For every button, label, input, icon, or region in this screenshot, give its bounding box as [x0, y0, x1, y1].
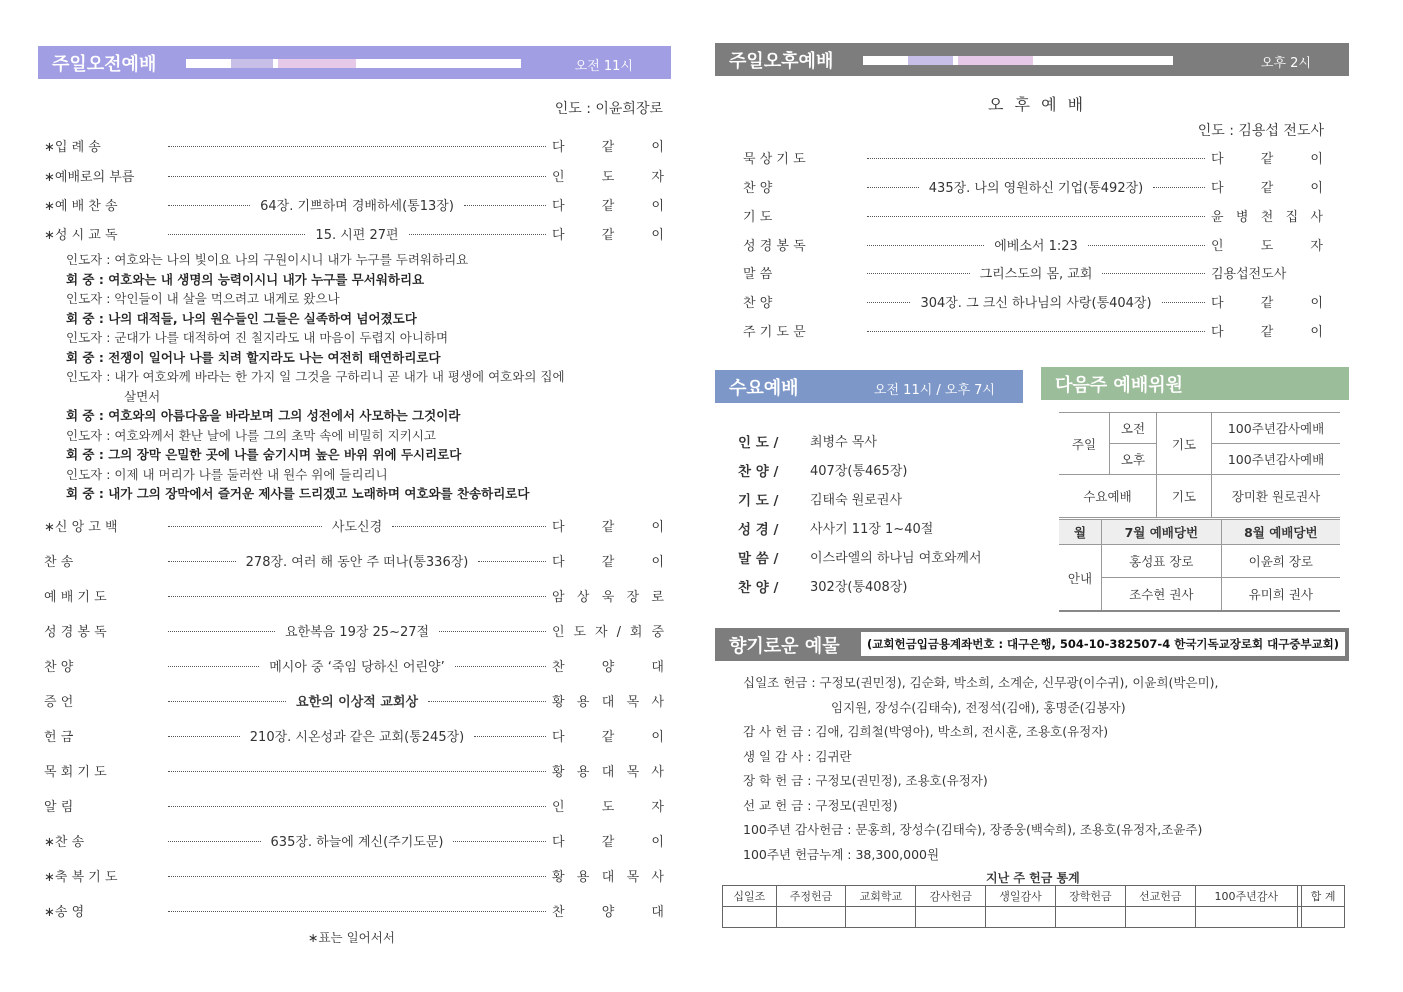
order-row	[44, 620, 664, 640]
jul2: 조수현 권사	[1102, 578, 1222, 612]
order-person: 황 용 대 목 사	[552, 694, 665, 710]
order-label: 알 림	[44, 799, 74, 815]
stats-header-cell: 생일감사	[986, 886, 1056, 907]
order-person: 다 같 이	[552, 554, 665, 570]
offering-line: 생 일 감 사 : 김귀란	[743, 748, 852, 764]
responsive-line: 인도자 : 여호와께서 환난 날에 나를 그의 초막 속에 비밀히 지키시고	[66, 427, 436, 443]
responsive-line: 인도자 : 여호와는 나의 빛이요 나의 구원이시니 내가 누구를 두려워하리요	[66, 252, 469, 267]
responsive-line: 인도자 : 내가 여호와께 바라는 한 가지 일 그것을 구하리니 곧 내가 내 평생에 여호와의 집에	[66, 369, 565, 384]
leader-dots	[439, 631, 546, 632]
banner-strip	[186, 59, 521, 68]
order-detail: 304장. 그 크신 하나님의 사랑(통404장)	[920, 295, 1152, 311]
offering-title: 향기로운 예물	[729, 635, 840, 657]
order-label: 증 언	[44, 694, 74, 710]
stats-title: 지난 주 헌금 통계	[986, 871, 1080, 885]
morning-time: 오전 11시	[574, 59, 633, 74]
guide-cell: 안내	[1059, 545, 1102, 612]
afternoon-title: 주일오후예배	[729, 50, 834, 72]
order-row	[44, 760, 664, 780]
leader-dots	[168, 526, 322, 527]
morning-title: 주일오전예배	[52, 53, 157, 75]
order-person: 다 같 이	[552, 834, 664, 850]
leader-dots	[867, 331, 1205, 332]
offering-line: 선 교 헌 금 : 구정모(권민정)	[743, 797, 898, 813]
order-detail: 요한복음 19장 25~27절	[284, 624, 430, 640]
leader-dots	[474, 736, 546, 737]
leader-dots	[168, 701, 286, 702]
leader-dots	[1153, 187, 1205, 188]
wed-value: 302장(통408장)	[810, 580, 908, 595]
morning-leader: 인도 : 이윤희장로	[554, 101, 663, 117]
order-label: ∗성 시 교 독	[44, 227, 118, 243]
order-label: 주 기 도 문	[743, 324, 806, 340]
order-person: 다 같 이	[552, 519, 665, 535]
leader-dots	[168, 234, 305, 235]
stats-header-cell: 감사헌금	[916, 886, 986, 907]
order-person: 다 같 이	[1211, 151, 1323, 167]
leader-dots	[168, 631, 275, 632]
leader-dots	[867, 302, 910, 303]
wednesday-banner	[715, 370, 1023, 403]
leader-dots	[1162, 302, 1205, 303]
stats-header-cell: 100주년감사	[1195, 886, 1297, 907]
order-detail: 15. 시편 27편	[315, 227, 399, 243]
leader-dots	[1088, 245, 1205, 246]
order-detail: 210장. 시온성과 같은 교회(통245장)	[249, 729, 465, 745]
wednesday-title: 수요예배	[729, 377, 799, 399]
leader-dots	[867, 273, 970, 274]
responsive-line: 살면서	[124, 388, 161, 404]
wed-label: 말 씀 /	[738, 551, 779, 567]
nextweek-table	[1059, 412, 1340, 518]
stats-value-cell	[723, 907, 777, 928]
afternoon-heading: 오 후 예 배	[988, 95, 1087, 114]
wed-label: 인 도 /	[738, 435, 779, 451]
leader-dots	[453, 841, 546, 842]
offering-line: 장 학 헌 금 : 구정모(권민정), 조용호(유정자)	[743, 773, 988, 788]
order-person: 김용섭전도사	[1211, 266, 1287, 282]
stats-header-cell: 교회학교	[846, 886, 916, 907]
order-person: 다 같 이	[552, 227, 664, 243]
leader-dots	[168, 205, 250, 206]
wed-label: 성 경 /	[738, 522, 779, 538]
order-detail: 에베소서 1:23	[994, 238, 1078, 254]
morning-banner	[38, 46, 671, 79]
am-cell: 오전	[1110, 413, 1157, 444]
stats-header-cell: 주정헌금	[776, 886, 846, 907]
responsive-line: 회 중 : 그의 장막 은밀한 곳에 나를 숨기시며 높은 바위 위에 두시리로다	[66, 447, 462, 462]
order-detail: 635장. 하늘에 계신(주기도문)	[270, 834, 444, 850]
leader-dots	[168, 176, 546, 177]
order-label: ∗송 영	[44, 904, 85, 920]
offering-line: 100주년 헌금누계 : 38,300,000원	[743, 846, 940, 862]
order-row	[44, 865, 664, 885]
order-label: 찬 양	[743, 180, 773, 196]
responsive-line: 인도자 : 악인들이 내 살을 먹으려고 내게로 왔으나	[66, 291, 340, 306]
leader-dots	[168, 561, 236, 562]
stats-value-cell	[776, 907, 846, 928]
order-label: ∗신 앙 고 백	[44, 519, 118, 535]
order-person: 윤 병 천 집 사	[1211, 209, 1323, 225]
wed-value: 이스라엘의 하나님 여호와께서	[810, 551, 982, 566]
leader-dots	[168, 876, 546, 877]
order-person: 다 같 이	[1211, 180, 1323, 196]
order-label: ∗예 배 찬 송	[44, 198, 118, 214]
stats-header-cell: 선교헌금	[1125, 886, 1195, 907]
duty-table	[1059, 519, 1340, 612]
order-label: 찬 송	[44, 554, 74, 570]
order-detail: 메시아 중 ‘죽임 당하신 어린양’	[269, 659, 445, 675]
leader-dots	[867, 216, 1205, 217]
leader-dots	[428, 701, 546, 702]
order-row	[44, 223, 664, 243]
order-row	[44, 585, 664, 605]
leader-dots	[392, 526, 546, 527]
stats-table	[722, 885, 1345, 928]
wed-value: 장미환 원로권사	[1212, 475, 1341, 518]
stats-value-cell	[1125, 907, 1195, 928]
am-value: 100주년감사예배	[1212, 413, 1341, 444]
wed-cell: 수요예배	[1059, 475, 1157, 518]
leader-dots	[464, 205, 546, 206]
order-person: 인 도 자	[1211, 238, 1323, 254]
month-cell: 월	[1059, 520, 1102, 545]
leader-dots	[168, 736, 240, 737]
order-person: 다 같 이	[1211, 324, 1323, 340]
wed-label: 기 도 /	[738, 493, 779, 509]
order-detail: 64장. 기쁘하며 경배하세(통13장)	[260, 198, 454, 214]
wed-prayer: 기도	[1157, 475, 1212, 518]
stats-value-cell	[1302, 907, 1345, 928]
afternoon-time: 오후 2시	[1260, 56, 1311, 71]
wed-value: 407장(통465장)	[810, 464, 908, 479]
order-person: 암 상 욱 장 로	[552, 589, 664, 605]
leader-dots	[409, 234, 546, 235]
stats-value-cell	[1055, 907, 1125, 928]
nextweek-banner	[1041, 367, 1349, 400]
jul1: 홍성표 장로	[1102, 545, 1222, 578]
leader-dots	[168, 911, 546, 912]
order-row	[44, 515, 664, 535]
afternoon-leader: 인도 : 김용섭 전도사	[1197, 123, 1324, 139]
order-detail: 요한의 이상적 교회상	[295, 694, 419, 710]
order-detail: 사도신경	[331, 519, 383, 535]
responsive-line: 회 중 : 여호와의 아름다움을 바라보며 그의 성전에서 사모하는 그것이라	[66, 408, 461, 423]
order-person: 찬 양 대	[552, 904, 664, 920]
standing-footnote: ∗표는 일어서서	[308, 930, 395, 945]
order-label: ∗예배로의 부름	[44, 169, 135, 185]
order-row	[44, 830, 664, 850]
order-row	[44, 795, 664, 815]
responsive-line: 회 중 : 내가 그의 장막에서 즐거운 제사를 드리겠고 노래하며 여호와를 찬송하리로다	[66, 486, 530, 501]
prayer-cell: 기도	[1157, 413, 1212, 475]
wed-value: 김태숙 원로권사	[810, 493, 903, 508]
order-label: 성 경 봉 독	[44, 624, 107, 640]
order-person: 황 용 대 목 사	[552, 869, 664, 885]
pm-value: 100주년감사예배	[1212, 444, 1341, 475]
responsive-line: 회 중 : 전쟁이 일어나 나를 치려 할지라도 나는 여전히 태연하리로다	[66, 349, 441, 365]
responsive-line: 회 중 : 여호와는 내 생명의 능력이시니 내가 누구를 무서워하리요	[66, 271, 425, 287]
order-label: 말 씀	[743, 266, 773, 282]
leader-dots	[478, 561, 546, 562]
order-row	[44, 135, 664, 155]
order-row	[44, 194, 664, 214]
stats-header-cell: 장학헌금	[1055, 886, 1125, 907]
wed-value: 최병수 목사	[810, 435, 877, 450]
offering-line: 임지원, 장성수(김태숙), 전정석(김애), 홍명준(김봉자)	[831, 699, 1126, 715]
stats-value-cell	[916, 907, 986, 928]
responsive-line: 회 중 : 나의 대적들, 나의 원수들인 그들은 실족하여 넘어졌도다	[66, 310, 417, 326]
responsive-line: 인도자 : 이제 내 머리가 나를 둘러싼 내 원수 위에 들리리니	[66, 466, 388, 482]
wed-label: 찬 양 /	[738, 464, 779, 480]
order-label: 묵 상 기 도	[743, 151, 806, 167]
aug-header: 8월 예배당번	[1221, 520, 1340, 545]
stats-value-cell	[986, 907, 1056, 928]
order-row	[44, 550, 664, 570]
stats-header-cell: 합 계	[1302, 886, 1345, 907]
order-row	[743, 291, 1323, 311]
order-person: 인 도 자 / 회 중	[552, 624, 665, 640]
order-label: 예 배 기 도	[44, 589, 107, 605]
account-info: (교회헌금입금용계좌번호 : 대구은행, 504-10-382507-4 한국기독교장로회 대구중부교회)	[861, 632, 1345, 656]
leader-dots	[168, 596, 546, 597]
order-label: 성 경 봉 독	[743, 238, 806, 254]
leader-dots	[168, 146, 546, 147]
order-detail: 278장. 여러 해 동안 주 떠나(통336장)	[245, 554, 469, 570]
order-detail: 435장. 나의 영원하신 기업(통492장)	[928, 180, 1144, 196]
offering-banner	[715, 628, 1349, 661]
wednesday-time: 오전 11시 / 오후 7시	[873, 383, 995, 398]
order-person: 다 같 이	[552, 139, 664, 155]
offering-line: 100주년 감사헌금 : 문홍희, 장성수(김태숙), 장종웅(백숙희), 조용호(유정자,조윤주)	[743, 822, 1203, 837]
aug2: 유미희 권사	[1221, 578, 1340, 612]
leader-dots	[867, 158, 1205, 159]
order-row	[743, 262, 1323, 282]
leader-dots	[455, 666, 546, 667]
leader-dots	[168, 806, 546, 807]
wed-value: 사사기 11장 1~40절	[810, 522, 934, 537]
leader-dots	[867, 245, 984, 246]
aug1: 이윤희 장로	[1221, 545, 1340, 578]
offering-line: 감 사 헌 금 : 김애, 김희철(박영아), 박소희, 전시훈, 조용호(유정자)	[743, 724, 1109, 739]
order-row	[743, 147, 1323, 167]
leader-dots	[867, 187, 919, 188]
order-label: 헌 금	[44, 729, 74, 745]
order-row	[44, 690, 664, 710]
order-person: 인 도 자	[552, 169, 664, 185]
order-person: 찬 양 대	[552, 659, 664, 675]
stats-value-cell	[1195, 907, 1297, 928]
order-row	[44, 165, 664, 185]
order-row	[44, 655, 664, 675]
order-person: 다 같 이	[552, 729, 664, 745]
nextweek-title: 다음주 예배위원	[1055, 374, 1183, 396]
order-label: ∗입 례 송	[44, 139, 101, 155]
order-person: 다 같 이	[552, 198, 665, 214]
order-row	[743, 320, 1323, 340]
order-label: ∗축 복 기 도	[44, 869, 118, 885]
order-detail: 그리스도의 몸, 교회	[979, 266, 1093, 282]
wed-label: 찬 양 /	[738, 580, 779, 596]
order-label: 목 회 기 도	[44, 764, 107, 780]
stats-header-cell: 십일조	[723, 886, 777, 907]
order-row	[743, 176, 1323, 196]
stats-value-cell	[846, 907, 916, 928]
sunday-cell: 주일	[1059, 413, 1110, 475]
leader-dots	[1102, 273, 1205, 274]
order-label: 찬 양	[743, 295, 773, 311]
leader-dots	[168, 841, 261, 842]
order-person: 황 용 대 목 사	[552, 764, 664, 780]
banner-strip	[863, 56, 1173, 65]
jul-header: 7월 예배당번	[1102, 520, 1222, 545]
order-label: 찬 양	[44, 659, 74, 675]
order-row	[44, 725, 664, 745]
order-row	[743, 205, 1323, 225]
order-row	[743, 234, 1323, 254]
order-person: 인 도 자	[552, 799, 664, 815]
offering-line: 십일조 헌금 : 구정모(권민정), 김순화, 박소희, 소계순, 신무광(이수귀), 이윤희(박은미),	[743, 675, 1219, 690]
order-person: 다 같 이	[1211, 295, 1324, 311]
order-label: ∗찬 송	[44, 834, 85, 850]
order-row	[44, 900, 664, 920]
leader-dots	[168, 771, 546, 772]
responsive-line: 인도자 : 군대가 나를 대적하여 진 칠지라도 내 마음이 두렵지 아니하며	[66, 330, 449, 345]
pm-cell: 오후	[1110, 444, 1157, 475]
order-label: 기 도	[743, 209, 773, 225]
leader-dots	[168, 666, 259, 667]
afternoon-banner	[715, 43, 1349, 76]
